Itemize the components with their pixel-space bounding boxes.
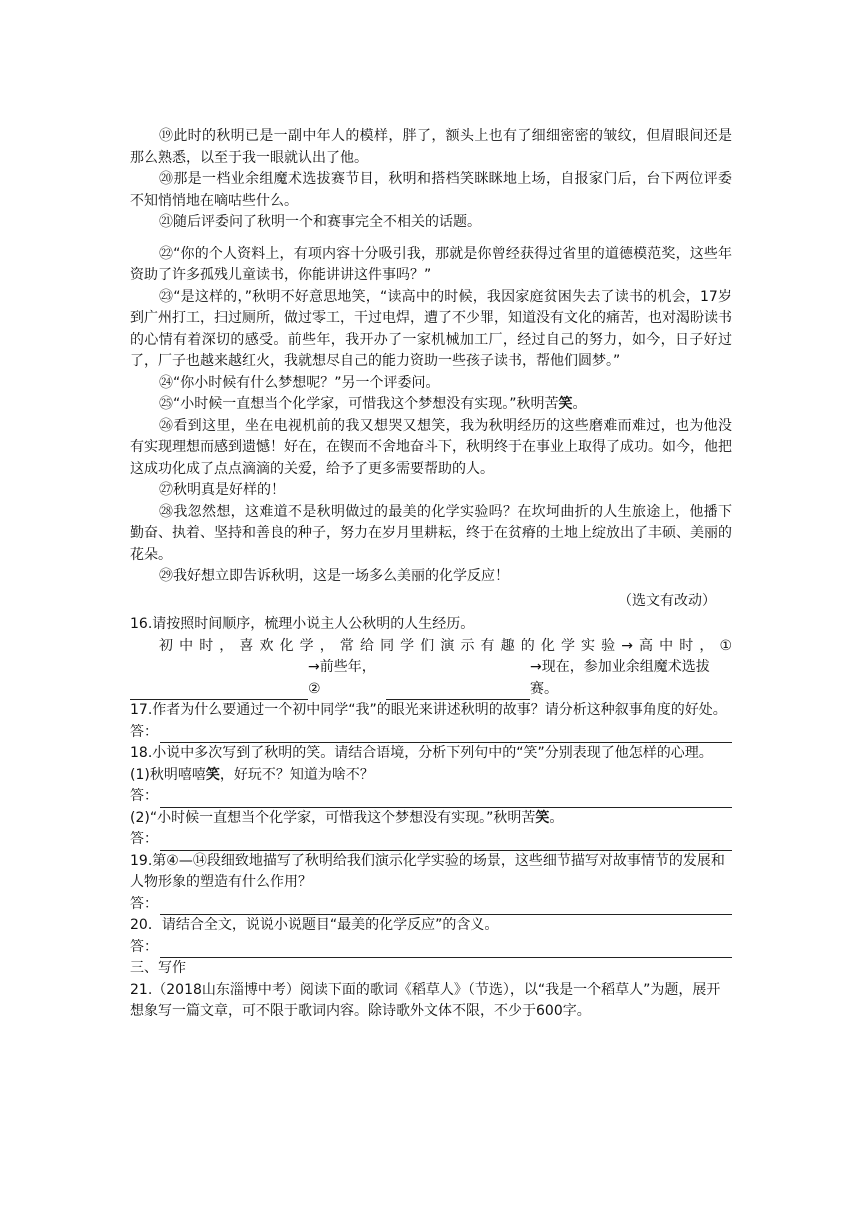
answer-line[interactable] (160, 899, 732, 915)
answer-line[interactable] (160, 835, 732, 851)
question-16-line1: 初中时，喜欢化学，常给同学们演示有趣的化学实验→高中时，① (159, 637, 732, 654)
paragraph-19: ⑲此时的秋明已是一副中年人的模样，胖了，额头上也有了细细密密的皱纹，但眉眼间还是那么熟悉，以至于我一眼就认出了他。 (130, 128, 733, 166)
paragraph-21: ㉑随后评委问了秋明一个和赛事完全不相关的话题。 (159, 214, 481, 230)
question-18-answer-1: 答： (130, 786, 732, 808)
question-19-answer: 答： (130, 894, 732, 916)
question-18-sentence-1: (1)秋明嘻嘻笑，好玩不？知道为啥不？ (130, 766, 374, 783)
paragraph-24: ㉔“你小时候有什么梦想呢？”另一个评委问。 (159, 374, 440, 391)
paragraph-29: ㉙我好想立即告诉秋明，这是一场多么美丽的化学反应！ (159, 568, 509, 584)
question-17-answer: 答： (130, 722, 732, 744)
paragraph-27: ㉗秋明真是好样的！ (159, 482, 285, 498)
document-page (130, 126, 732, 1023)
answer-line[interactable] (160, 942, 732, 958)
question-16-line2: →前些年，② →现在，参加业余组魔术选拔赛。 (130, 657, 732, 700)
answer-line[interactable] (160, 792, 732, 808)
question-20-answer: 答： (130, 937, 732, 959)
answer-blank-1[interactable] (130, 684, 308, 700)
section-heading-writing: 三、写作 (130, 960, 186, 976)
paragraph-23: ㉓“是这样的，”秋明不好意思地笑，“读高中的时候，我因家庭贫困失去了读书的机会，17岁到广州打工，扫过厕所，做过零工，干过电焊，遭了不少罪，知道没有文化的痛苦，也对渴盼读书的心情有着深切的感受。前些年，我开办了一家机械加工厂，经过自己的努力，如今，日子好过了，厂子也越来越红火，我就想尽自己的能力资助一些孩子读书，帮他们圆梦。” (130, 288, 733, 369)
paragraph-25: ㉕“小时候一直想当个化学家，可惜我这个梦想没有实现。”秋明苦笑。 (159, 396, 587, 412)
answer-blank-2[interactable] (386, 684, 530, 700)
source-note: （选文有改动） (618, 592, 716, 609)
answer-line[interactable] (160, 727, 732, 743)
question-18-stem: 18.小说中多次写到了秋明的笑。请结合语境，分析下列句中的“笑”分别表现了他怎样的心理。 (130, 745, 713, 761)
question-18-sentence-2: (2)“小时候一直想当个化学家，可惜我这个梦想没有实现。”秋明苦笑。 (130, 809, 564, 826)
paragraph-22: ㉒“你的个人资料上，有项内容十分吸引我，那就是你曾经获得过省里的道德模范奖，这些年资助了许多孤残儿童读书，你能讲讲这件事吗？” (130, 245, 732, 283)
question-21: 21.（2018山东淄博中考）阅读下面的歌词《稻草人》（节选），以“我是一个稻草人”为题，展开想象写一篇文章，可不限于歌词内容。除诗歌外文体不限，不少于600字。 (130, 981, 721, 1019)
question-19-stem: 19.第④—⑭段细致地描写了秋明给我们演示化学实验的场景，这些细节描写对故事情节的发展和人物形象的塑造有什么作用？ (130, 852, 725, 890)
question-20-stem: 20．请结合全文，说说小说题目“最美的化学反应”的含义。 (130, 917, 499, 933)
question-18-answer-2: 答： (130, 829, 732, 851)
question-17-stem: 17.作者为什么要通过一个初中同学“我”的眼光来讲述秋明的故事？请分析这种叙事角度的好处。 (130, 702, 727, 718)
paragraph-20: ⑳那是一档业余组魔术选拔赛节目，秋明和搭档笑眯眯地上场，自报家门后，台下两位评委不知悄悄地在嘀咕些什么。 (130, 171, 733, 209)
paragraph-26: ㉖看到这里，坐在电视机前的我又想哭又想笑，我为秋明经历的这些磨难而难过，也为他没有实现理想而感到遗憾！好在，在锲而不舍地奋斗下，秋明终于在事业上取得了成功。如今，他把这成功化成了点点滴滴的关爱，给予了更多需要帮助的人。 (130, 417, 733, 477)
paragraph-28: ㉘我忽然想，这难道不是秋明做过的最美的化学实验吗？在坎坷曲折的人生旅途上，他播下勤奋、执着、坚持和善良的种子，努力在岁月里耕耘，终于在贫瘠的土地上绽放出了丰硕、美丽的花朵。 (130, 503, 733, 563)
question-16-stem: 16.请按照时间顺序，梳理小说主人公秋明的人生经历。 (130, 616, 475, 632)
